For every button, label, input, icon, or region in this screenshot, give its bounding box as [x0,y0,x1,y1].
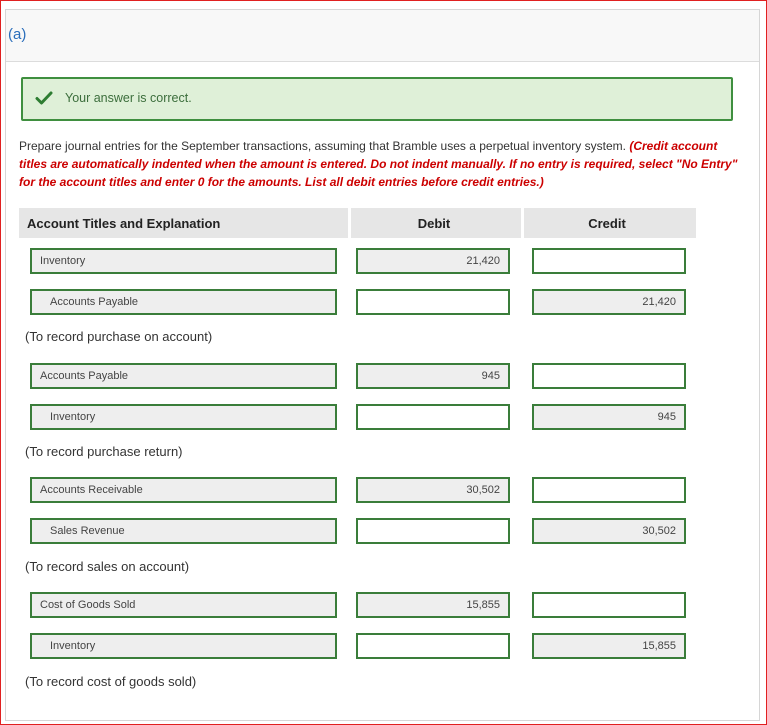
account-field[interactable]: Accounts Payable [30,363,337,389]
header-debit: Debit [417,216,451,231]
account-field[interactable]: Inventory [30,633,337,659]
debit-field[interactable]: 15,855 [356,592,510,618]
debit-field[interactable] [356,633,510,659]
debit-field[interactable]: 945 [356,363,510,389]
instructions-text: Prepare journal entries for the September transactions, assuming that Bramble uses a perpetual inventory system. [19,139,626,153]
question-card [5,9,760,721]
credit-field[interactable] [532,477,686,503]
correct-feedback-box [21,77,733,121]
account-field[interactable]: Cost of Goods Sold [30,592,337,618]
instructions-note: (Credit account titles are automatically indented when the amount is entered. Do not indent manually. If no entry is required, select "No Entry" for the account titles and enter 0 for the amounts. List all debit entries before credit entries.) [19,139,738,189]
credit-field[interactable]: 21,420 [532,289,686,315]
account-field[interactable]: Accounts Payable [30,289,337,315]
account-field[interactable]: Sales Revenue [30,518,337,544]
entry-explanation: (To record cost of goods sold) [25,674,197,689]
entry-explanation: (To record purchase on account) [25,329,213,344]
credit-field[interactable]: 15,855 [532,633,686,659]
part-header [6,10,759,62]
credit-field[interactable] [532,363,686,389]
journal-table-header [19,208,696,238]
debit-field[interactable] [356,289,510,315]
account-field[interactable]: Inventory [30,404,337,430]
entry-explanation: (To record purchase return) [25,444,183,459]
debit-field[interactable] [356,518,510,544]
header-credit: Credit [588,216,626,231]
check-icon [35,90,53,106]
account-field[interactable]: Accounts Receivable [30,477,337,503]
debit-field[interactable]: 30,502 [356,477,510,503]
debit-field[interactable]: 21,420 [356,248,510,274]
credit-field[interactable] [532,248,686,274]
entry-explanation: (To record sales on account) [25,559,190,574]
header-account: Account Titles and Explanation [27,216,221,231]
credit-field[interactable] [532,592,686,618]
part-label: (a) [8,26,27,43]
feedback-message: Your answer is correct. [65,91,192,105]
account-field[interactable]: Inventory [30,248,337,274]
instructions [19,137,739,191]
debit-field[interactable] [356,404,510,430]
credit-field[interactable]: 30,502 [532,518,686,544]
credit-field[interactable]: 945 [532,404,686,430]
